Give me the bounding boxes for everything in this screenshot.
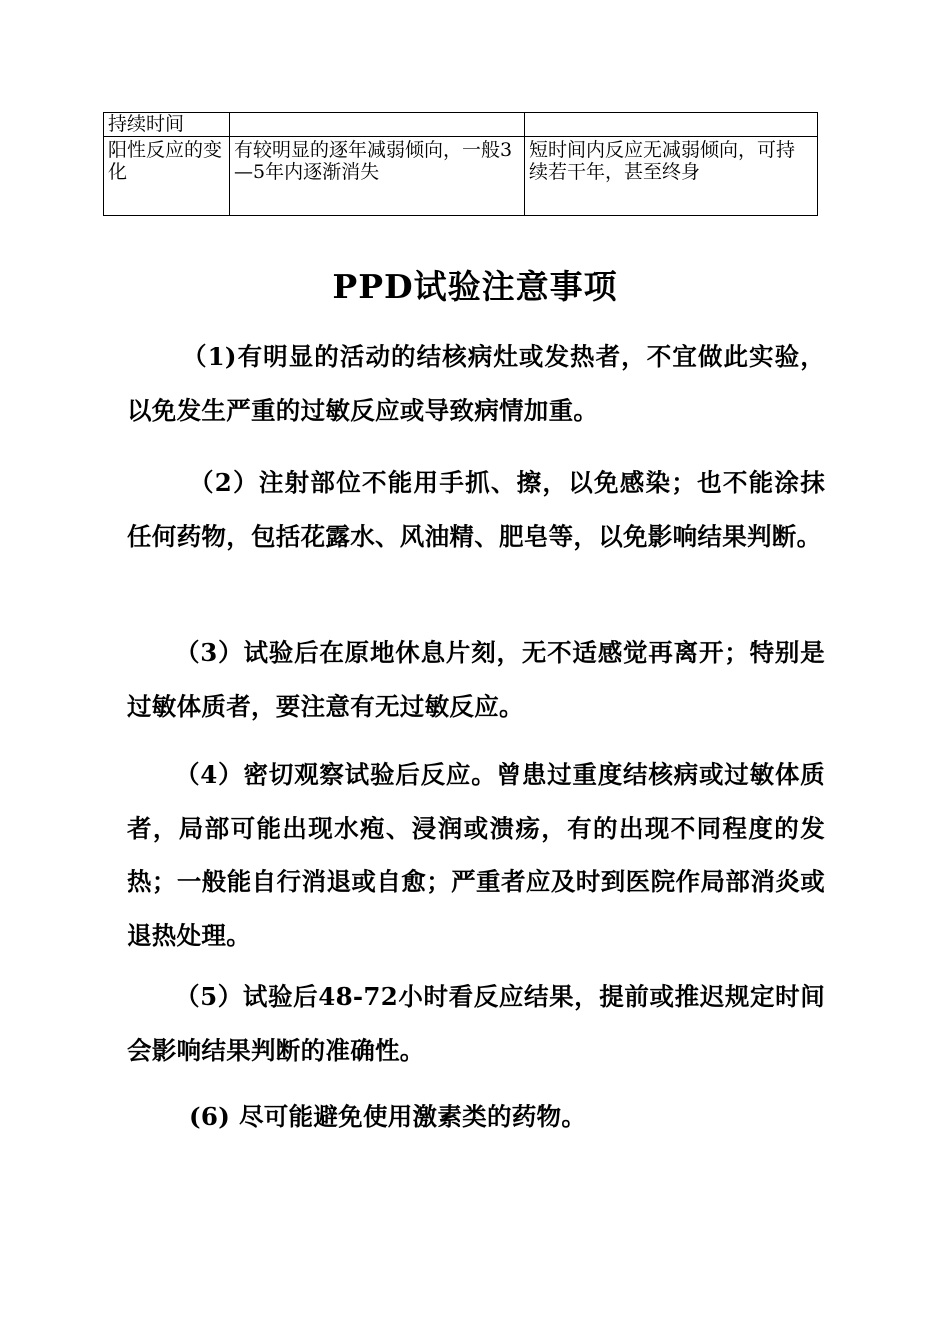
row-label-cell: 持续时间 [104,113,230,137]
precaution-paragraph: （5）试验后48-72小时看反应结果，提前或推迟规定时间会影响结果判断的准确性。 [127,982,825,1065]
table-row [104,113,818,137]
precaution-paragraph: （3）试验后在原地休息片刻，无不适感觉再离开；特别是过敏体质者，要注意有无过敏反应。 [127,638,825,721]
comparison-table [103,112,818,216]
table-cell: 短时间内反应无减弱倾向，可持续若干年，甚至终身 [525,137,818,216]
table-row [104,137,818,216]
table-cell: 有较明显的逐年减弱倾向，一般3—5年内逐渐消失 [230,137,525,216]
precaution-paragraph: (6) 尽可能避免使用激素类的药物。 [189,1102,587,1131]
document-title: PPD试验注意事项 [332,267,618,306]
table-cell [230,113,525,137]
row-label-cell: 阳性反应的变化 [104,137,230,216]
precaution-paragraph: （1)有明显的活动的结核病灶或发热者，不宜做此实验，以免发生严重的过敏反应或导致病情加重。 [127,342,825,425]
precaution-paragraph: （2）注射部位不能用手抓、擦，以免感染；也不能涂抹任何药物，包括花露水、风油精、肥皂等，以免影响结果判断。 [127,468,825,551]
table-cell [525,113,818,137]
precaution-paragraph: （4）密切观察试验后反应。曾患过重度结核病或过敏体质者，局部可能出现水疱、浸润或溃疡，有的出现不同程度的发热；一般能自行消退或自愈；严重者应及时到医院作局部消炎或退热处理。 [127,760,825,950]
